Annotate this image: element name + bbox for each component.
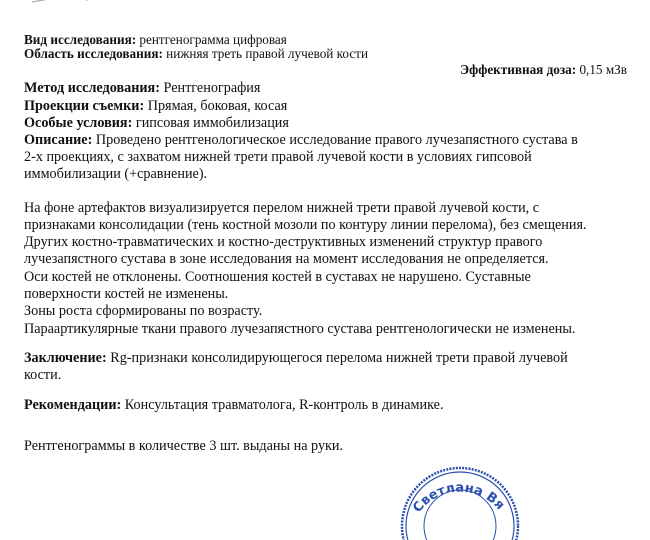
projections-line xyxy=(24,97,287,115)
projections-value: Прямая, боковая, косая xyxy=(147,98,288,114)
findings-line-6: поверхности костей не изменены. xyxy=(24,286,229,302)
findings-line-3: Других костно-травматических и костно-деструктивных изменений структур правого xyxy=(24,234,543,250)
conditions-label: Особые условия: xyxy=(24,115,133,131)
findings-line-4: лучезапястного сустава в зоне исследования на момент исследования не определяется. xyxy=(24,251,549,267)
study-type-value: рентгенограмма цифровая xyxy=(139,32,287,47)
description-line-2: 2-х проекциях, с захватом нижней трети правой лучевой кости в условиях гипсовой xyxy=(24,149,532,165)
conclusion-text-1: Rg-признаки консолидирующегося перелома нижней трети правой лучевой xyxy=(110,350,568,366)
description-label: Описание: xyxy=(24,132,93,148)
conclusion-line-2: кости. xyxy=(24,367,62,383)
conclusion-label: Заключение: xyxy=(24,350,107,366)
svg-text:Светлана Вя: Светлана Вя xyxy=(410,480,508,516)
conclusion-line-1 xyxy=(24,349,568,367)
issued-note: Рентгенограммы в количестве 3 шт. выданы на руки. xyxy=(24,438,344,454)
description-line-3: иммобилизации (+сравнение). xyxy=(24,166,208,182)
study-type-label: Вид исследования: xyxy=(24,32,137,47)
effective-dose-label: Эффективная доза: xyxy=(460,62,577,77)
study-area-value: нижняя треть правой лучевой кости xyxy=(166,46,368,61)
description-text-1: Проведено рентгенологическое исследование правого лучезапястного сустава в xyxy=(95,132,578,148)
recommendations-value: Консультация травматолога, R-контроль в динамике. xyxy=(124,397,444,413)
recommendations-line xyxy=(24,396,444,414)
effective-dose-line xyxy=(460,61,627,79)
findings-line-7: Зоны роста сформированы по возрасту. xyxy=(24,303,263,319)
description-line-1 xyxy=(24,131,578,149)
official-stamp xyxy=(400,460,520,540)
recommendations-label: Рекомендации: xyxy=(24,397,122,413)
method-value: Рентгенография xyxy=(163,80,261,96)
effective-dose-value: 0,15 мЗв xyxy=(579,62,627,77)
page-edge-artifact xyxy=(30,0,90,4)
conditions-value: гипсовая иммобилизация xyxy=(135,115,289,131)
method-line xyxy=(24,79,260,97)
study-area-line xyxy=(24,45,368,63)
conditions-line xyxy=(24,114,289,132)
findings-line-1: На фоне артефактов визуализируется перелом нижней трети правой лучевой кости, с xyxy=(24,200,540,216)
findings-line-8: Параартикулярные ткани правого лучезапястного сустава рентгенологически не изменены. xyxy=(24,321,576,337)
projections-label: Проекции съемки: xyxy=(24,98,145,114)
method-label: Метод исследования: xyxy=(24,80,160,96)
study-area-label: Область исследования: xyxy=(24,46,163,61)
findings-line-2: признаками консолидации (тень костной мозоли по контуру линии перелома), без смещения. xyxy=(24,217,587,233)
findings-line-5: Оси костей не отклонены. Соотношения костей в суставах не нарушено. Суставные xyxy=(24,269,531,285)
